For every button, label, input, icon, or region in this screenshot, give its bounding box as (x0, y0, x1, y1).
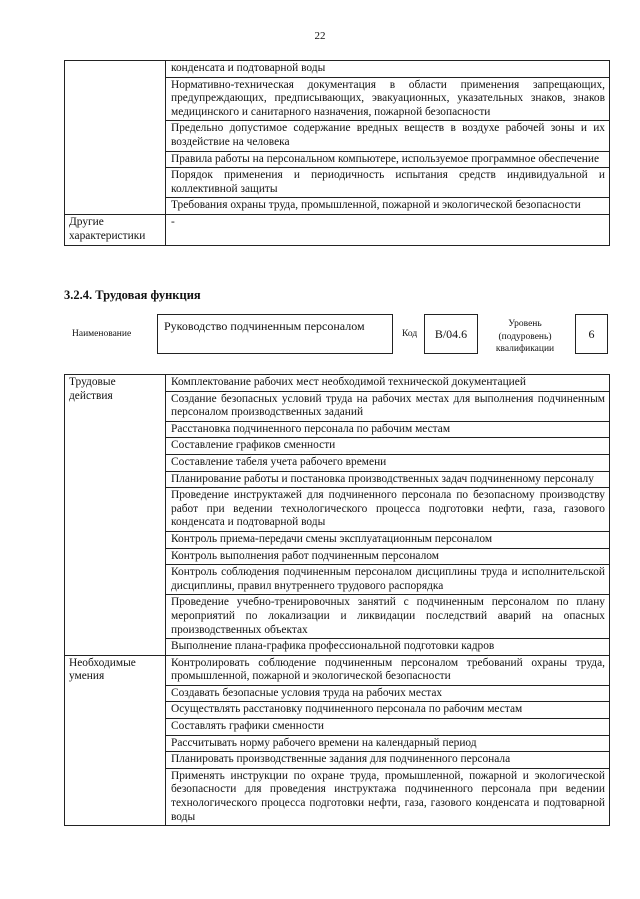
labor-actions-label: Трудовые действия (65, 375, 166, 656)
empty-label-cell (65, 61, 166, 215)
labor-action: Контроль выполнения работ подчиненным персоналом (166, 548, 610, 565)
knowledge-cell: конденсата и подтоварной воды (166, 61, 610, 78)
labor-action: Комплектование рабочих мест необходимой технической документацией (166, 375, 610, 392)
required-skills-label: Необходимые умения (65, 655, 166, 826)
table-row (65, 655, 610, 685)
required-skill: Применять инструкции по охране труда, промышленной, пожарной и экологической безопасности для проведения инструктажа подчиненного персонала при ведении технологического процесса подготовки нефти, газа, газового конденсата и подтоварной воды (166, 768, 610, 825)
level-label: Уровень (подуровень) квалификации (495, 319, 555, 354)
function-header (0, 314, 640, 358)
knowledge-cell: Предельно допустимое содержание вредных веществ в воздухе рабочей зоны и их воздействие на человека (166, 121, 610, 151)
knowledge-cell: Нормативно-техническая документация в области применения запрещающих, предупреждающих, предписывающих, эвакуационных, указательных знаков, знаков медицинского и санитарного назначения, пожарной безопасности (166, 77, 610, 121)
knowledge-cell: Требования охраны труда, промышленной, пожарной и экологической безопасности (166, 198, 610, 215)
labor-action: Контроль соблюдения подчиненным персоналом дисциплины труда и исполнительской дисциплины, правил внутреннего трудового распорядка (166, 565, 610, 595)
labor-action: Проведение инструктажей для подчиненного персонала по безопасному производству работ при ведении технологического процесса подготовки нефти, газа, газового конденсата и подтоварной воды (166, 488, 610, 532)
function-table (64, 374, 610, 826)
required-skill: Контролировать соблюдение подчиненным персоналом требований охраны труда, промышленной, пожарной и экологической безопасности (166, 655, 610, 685)
required-skill: Создавать безопасные условия труда на рабочих местах (166, 685, 610, 702)
code-label: Код (402, 329, 418, 339)
knowledge-table-continued (64, 60, 610, 246)
required-skill: Составлять графики сменности (166, 719, 610, 736)
required-skill: Планировать производственные задания для подчиненного персонала (166, 752, 610, 769)
required-skill: Рассчитывать норму рабочего времени на календарный период (166, 735, 610, 752)
labor-action: Составление графиков сменности (166, 438, 610, 455)
code-value: B/04.6 (424, 314, 478, 354)
level-value: 6 (575, 314, 608, 354)
name-label: Наименование (72, 329, 132, 339)
labor-action: Выполнение плана-графика профессиональной подготовки кадров (166, 639, 610, 656)
other-characteristics-value: - (166, 214, 610, 245)
labor-action: Составление табеля учета рабочего времени (166, 454, 610, 471)
required-skill: Осуществлять расстановку подчиненного персонала по рабочим местам (166, 702, 610, 719)
knowledge-cell: Правила работы на персональном компьютере, используемое программное обеспечение (166, 151, 610, 168)
table-row (65, 214, 610, 245)
labor-action: Планирование работы и постановка производственных задач подчиненному персоналу (166, 471, 610, 488)
section-title: 3.2.4. Трудовая функция (64, 288, 201, 302)
table-row (65, 375, 610, 392)
labor-action: Проведение учебно-тренировочных занятий с подчиненным персоналом по плану мероприятий по локализации и ликвидации последствий аварий на опасных производственных объектах (166, 595, 610, 639)
page-number: 22 (314, 30, 326, 42)
name-value: Руководство подчиненным персоналом (157, 314, 393, 354)
table-row (65, 61, 610, 78)
labor-action: Создание безопасных условий труда на рабочих местах для выполнения подчиненным персоналом производственных заданий (166, 391, 610, 421)
labor-action: Расстановка подчиненного персонала по рабочим местам (166, 421, 610, 438)
labor-action: Контроль приема-передачи смены эксплуатационным персоналом (166, 531, 610, 548)
knowledge-cell: Порядок применения и периодичность испытания средств индивидуальной и коллективной защиты (166, 168, 610, 198)
other-characteristics-label: Другие характеристики (65, 214, 166, 245)
